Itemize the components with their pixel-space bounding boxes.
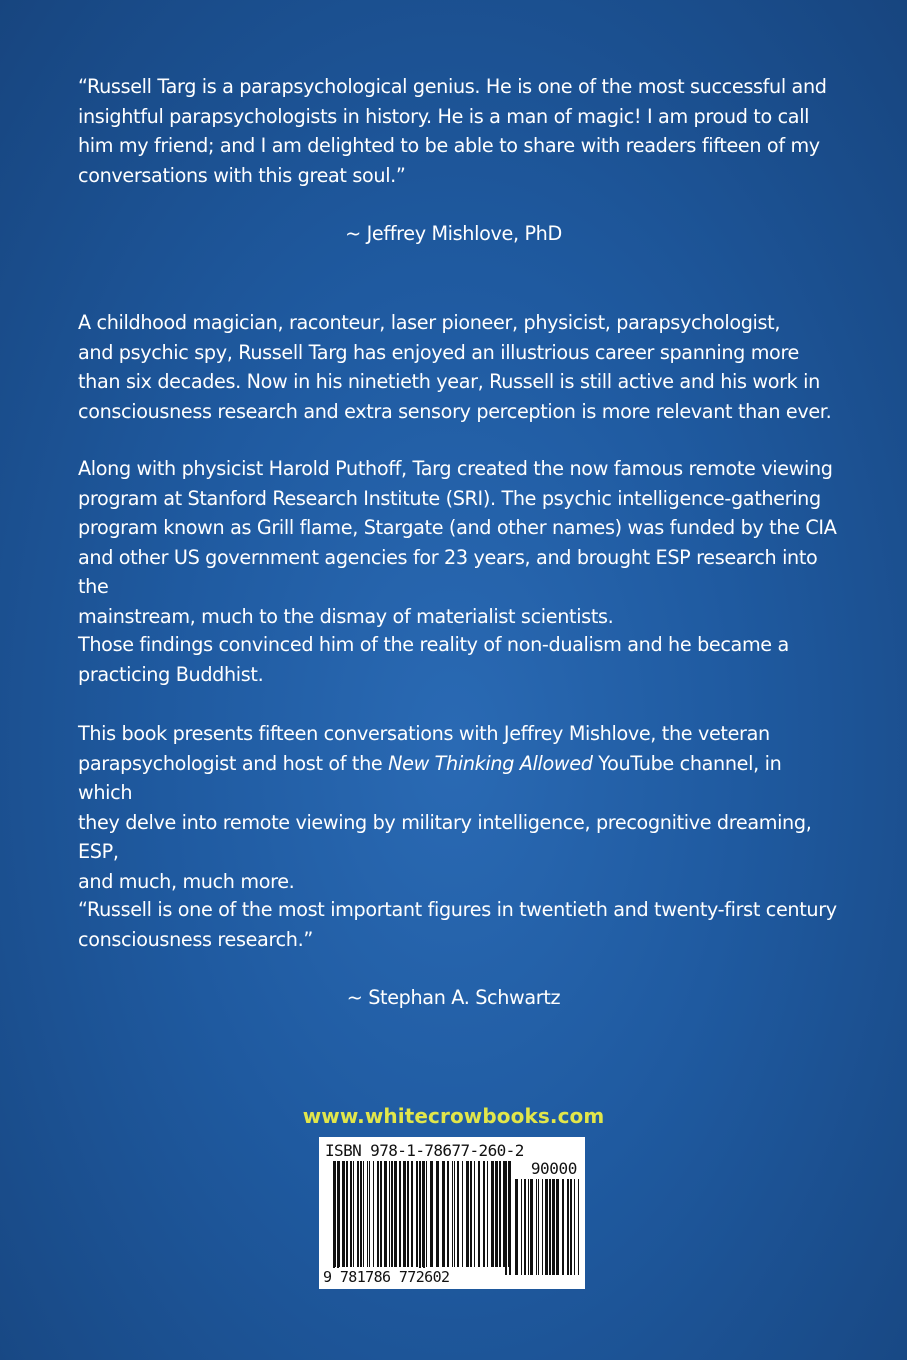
paragraph-line: This book presents fifteen conversations with Jeffrey Mishlove, the veteran — [78, 722, 770, 745]
paragraph-line: and much, much more. — [78, 869, 295, 893]
barcode-guard-bar — [419, 1161, 421, 1275]
paragraph-line: and other US government agencies for 23 years, and brought ESP research into the — [78, 545, 818, 598]
quote-attribution: ~ Stephan A. Schwartz — [346, 986, 561, 1009]
barcode-guard-bar — [505, 1161, 507, 1275]
barcode-bar — [369, 1161, 370, 1267]
barcode-bar — [538, 1179, 539, 1275]
quote-stephan-schwartz — [78, 895, 838, 954]
barcode-bar — [478, 1161, 480, 1267]
barcode-bar — [394, 1161, 397, 1267]
barcode-bar — [483, 1161, 485, 1267]
paragraph-line — [78, 749, 838, 808]
barcode-bar — [495, 1161, 498, 1267]
ean-digits: 9 781786 772602 — [323, 1268, 450, 1286]
paragraph-text: YouTube channel, in which — [78, 751, 782, 804]
barcode-bar — [452, 1161, 453, 1267]
barcode-bar — [536, 1179, 537, 1275]
barcode-bar — [367, 1161, 368, 1267]
quote-jeffrey-mishlove — [78, 72, 838, 190]
description-paragraph-4 — [78, 719, 838, 896]
barcode-bar — [578, 1179, 579, 1275]
barcode-bar — [426, 1161, 427, 1267]
barcode-bar — [436, 1161, 439, 1267]
quote-line: conversations with this great soul.” — [78, 163, 406, 187]
paragraph-line: Along with physicist Harold Puthoff, Targ created the now famous remote viewing — [78, 457, 833, 480]
isbn-number: ISBN 978-1-78677-260-2 — [325, 1141, 524, 1160]
barcode-bar — [457, 1161, 459, 1267]
barcode-bar — [528, 1179, 529, 1275]
barcode-bar — [524, 1179, 526, 1275]
barcode-bar — [411, 1161, 413, 1267]
barcode-bar — [454, 1161, 455, 1267]
quote-line: “Russell Targ is a parapsychological genius. He is one of the most successful and — [78, 75, 827, 98]
barcode-guard-bar — [509, 1161, 511, 1275]
barcode-bar — [377, 1161, 379, 1267]
barcode-bar — [474, 1161, 475, 1267]
paragraph-line: A childhood magician, raconteur, laser pioneer, physicist, parapsychologist, — [78, 311, 781, 334]
barcode-bar — [407, 1161, 409, 1267]
quote-attribution: ~ Jeffrey Mishlove, PhD — [345, 222, 562, 245]
barcode-bar — [508, 1161, 509, 1267]
barcode-bar — [416, 1161, 418, 1267]
quote-line: consciousness research.” — [78, 927, 313, 951]
paragraph-line: consciousness research and extra sensory perception is more relevant than ever. — [78, 399, 832, 423]
show-title: New Thinking Allowed — [388, 751, 593, 775]
description-paragraph-3 — [78, 630, 838, 689]
paragraph-text: parapsychologist and host of the — [78, 751, 389, 775]
paragraph-line: mainstream, much to the dismay of materialist scientists. — [78, 604, 614, 628]
quote-line: “Russell is one of the most important figures in twentieth and twenty-first century — [78, 898, 837, 921]
description-paragraph-1 — [78, 308, 838, 426]
paragraph-line: Those findings convinced him of the reality of non-dualism and he became a — [78, 633, 789, 656]
isbn-barcode — [319, 1137, 585, 1289]
barcode-bar — [391, 1161, 393, 1267]
barcode-bar — [470, 1161, 472, 1267]
barcode-bar — [384, 1161, 387, 1267]
barcode-guard-bar — [333, 1161, 335, 1275]
barcode-bar — [430, 1161, 433, 1267]
barcode-bar — [360, 1161, 362, 1267]
paragraph-line: program at Stanford Research Institute (SRI). The psychic intelligence-gathering — [78, 486, 821, 510]
barcode-bar — [503, 1161, 505, 1267]
barcode-bar — [466, 1161, 469, 1267]
barcode-bar — [552, 1179, 555, 1275]
barcode-bar — [462, 1161, 463, 1267]
barcode-bar — [346, 1161, 348, 1267]
barcode-bar — [487, 1161, 488, 1267]
barcode-bar — [570, 1179, 572, 1275]
barcode-bar — [339, 1161, 340, 1267]
paragraph-line: and psychic spy, Russell Targ has enjoyed an illustrious career spanning more — [78, 340, 800, 364]
paragraph-line: practicing Buddhist. — [78, 662, 264, 686]
barcode-bar — [499, 1161, 501, 1267]
barcode-bar — [515, 1179, 518, 1275]
barcode-bar — [357, 1161, 359, 1267]
publisher-website[interactable]: www.whitecrowbooks.com — [302, 1104, 605, 1128]
quote-line: insightful parapsychologists in history. He is a man of magic! I am proud to call — [78, 104, 810, 128]
barcode-bar — [403, 1161, 406, 1267]
barcode-bar — [342, 1161, 345, 1267]
barcode-bar — [562, 1179, 564, 1275]
barcode-bar — [353, 1161, 354, 1267]
paragraph-line: than six decades. Now in his ninetieth year, Russell is still active and his work in — [78, 370, 820, 393]
quote-line: him my friend; and I am delighted to be able to share with readers fifteen of my — [78, 134, 820, 157]
paragraph-line: they delve into remote viewing by military intelligence, precognitive dreaming, ESP, — [78, 810, 812, 863]
barcode-bar — [399, 1161, 401, 1267]
barcode-bar — [530, 1179, 533, 1275]
barcode-bar — [545, 1179, 548, 1275]
barcode-bar — [389, 1161, 390, 1267]
barcode-guard-bar — [423, 1161, 425, 1275]
barcode-bar — [556, 1179, 559, 1275]
barcode-bar — [542, 1179, 543, 1275]
barcode-bar — [567, 1179, 569, 1275]
barcode-bar — [380, 1161, 382, 1267]
barcode-bar — [574, 1179, 575, 1275]
barcode-bar — [373, 1161, 374, 1267]
barcode-bar — [549, 1179, 551, 1275]
barcode-bar — [350, 1161, 352, 1267]
barcode-bar — [521, 1179, 522, 1275]
description-paragraph-2 — [78, 454, 838, 631]
barcode-bar — [447, 1161, 449, 1267]
barcode-bar — [363, 1161, 364, 1267]
price-code: 90000 — [530, 1159, 577, 1178]
paragraph-line: program known as Grill flame, Stargate (and other names) was funded by the CIA — [78, 516, 837, 539]
barcode-bar — [491, 1161, 494, 1267]
barcode-bar — [442, 1161, 445, 1267]
barcode-guard-bar — [337, 1161, 339, 1275]
